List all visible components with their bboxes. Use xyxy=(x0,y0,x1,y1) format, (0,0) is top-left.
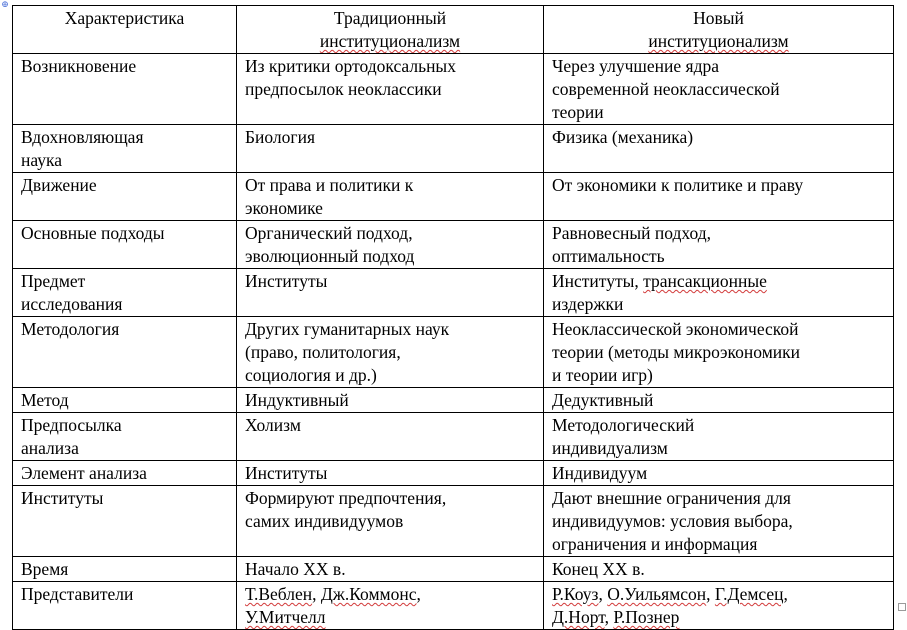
traditional-cell: Начало ХХ в. xyxy=(237,557,544,582)
header-traditional xyxy=(237,6,544,54)
table-row xyxy=(13,557,894,582)
characteristic-cell: Основные подходы xyxy=(13,221,237,269)
new-cell-flagged-word: Р.Познер xyxy=(613,607,680,627)
new-cell: Физика (механика) xyxy=(544,125,894,173)
comparison-table xyxy=(12,5,894,630)
header-characteristic xyxy=(13,6,237,54)
new-cell-text: , xyxy=(604,607,614,627)
characteristic-cell: Движение xyxy=(13,173,237,221)
characteristic-cell: Предпосылка анализа xyxy=(13,413,237,461)
table-row xyxy=(13,582,894,630)
header-new-line1: Новый xyxy=(693,8,744,28)
new-cell-text: , xyxy=(706,584,715,604)
traditional-cell: От права и политики к экономике xyxy=(237,173,544,221)
new-cell-flagged-word: Р.Коуз xyxy=(552,584,599,604)
new-cell: Неоклассической экономической теории (методы микроэкономики и теории игр) xyxy=(544,317,894,388)
traditional-cell: Органический подход, эволюционный подход xyxy=(237,221,544,269)
new-cell xyxy=(544,582,894,630)
new-cell: Индивидуум xyxy=(544,461,894,486)
characteristic-cell: Возникновение xyxy=(13,54,237,125)
characteristic-cell: Вдохновляющая наука xyxy=(13,125,237,173)
characteristic-cell: Представители xyxy=(13,582,237,630)
new-cell: Через улучшение ядра современной неоклассической теории xyxy=(544,54,894,125)
characteristic-cell: Институты xyxy=(13,486,237,557)
new-cell: От экономики к политике и праву xyxy=(544,173,894,221)
traditional-cell-flagged-word: У.Митчелл xyxy=(245,607,326,627)
new-cell-text: Институты, xyxy=(552,271,644,291)
table-row xyxy=(13,221,894,269)
table-move-handle-icon[interactable]: ⊕ xyxy=(1,0,9,9)
table-row xyxy=(13,173,894,221)
new-cell-text: , xyxy=(783,584,788,604)
new-cell-flagged-word: трансакционные xyxy=(643,271,767,291)
new-cell: Дают внешние ограничения для индивидуумов: условия выбора, ограничения и информация xyxy=(544,486,894,557)
traditional-cell xyxy=(237,582,544,630)
table-row xyxy=(13,269,894,317)
table-row xyxy=(13,486,894,557)
new-cell-text: издержки xyxy=(552,294,624,314)
traditional-cell: Биология xyxy=(237,125,544,173)
new-cell-flagged-word: Г.Демсец xyxy=(714,584,784,604)
header-traditional-line1: Традиционный xyxy=(333,8,447,28)
new-cell-text: , xyxy=(598,584,608,604)
table-resize-handle[interactable] xyxy=(898,603,906,611)
characteristic-cell: Предмет исследования xyxy=(13,269,237,317)
traditional-cell: Институты xyxy=(237,269,544,317)
new-cell-flagged-word: Д.Норт xyxy=(552,607,605,627)
characteristic-cell: Элемент анализа xyxy=(13,461,237,486)
header-traditional-line2: институционализм xyxy=(319,31,461,51)
traditional-cell-text: , xyxy=(312,584,321,604)
table-row xyxy=(13,461,894,486)
characteristic-cell: Метод xyxy=(13,388,237,413)
table-row xyxy=(13,125,894,173)
new-cell xyxy=(544,269,894,317)
header-row xyxy=(13,6,894,54)
traditional-cell-flagged-word: Т.Веблен xyxy=(245,584,313,604)
characteristic-cell: Методология xyxy=(13,317,237,388)
new-cell: Методологический индивидуализм xyxy=(544,413,894,461)
header-characteristic-text: Характеристика xyxy=(64,8,185,28)
traditional-cell: Других гуманитарных наук (право, политология, социология и др.) xyxy=(237,317,544,388)
table-row xyxy=(13,388,894,413)
new-cell: Конец ХХ в. xyxy=(544,557,894,582)
traditional-cell: Холизм xyxy=(237,413,544,461)
traditional-cell-flagged-word: Дж.Коммонс xyxy=(320,584,417,604)
header-new-line2: институционализм xyxy=(648,31,789,51)
traditional-cell: Из критики ортодоксальных предпосылок неоклассики xyxy=(237,54,544,125)
characteristic-cell: Время xyxy=(13,557,237,582)
new-cell: Равновесный подход, оптимальность xyxy=(544,221,894,269)
table-row xyxy=(13,317,894,388)
traditional-cell: Формируют предпочтения, самих индивидуумов xyxy=(237,486,544,557)
table-row xyxy=(13,54,894,125)
traditional-cell: Институты xyxy=(237,461,544,486)
new-cell: Дедуктивный xyxy=(544,388,894,413)
traditional-cell-text: , xyxy=(416,584,421,604)
header-new xyxy=(544,6,894,54)
new-cell-flagged-word: О.Уильямсон xyxy=(607,584,707,604)
table-row xyxy=(13,413,894,461)
traditional-cell: Индуктивный xyxy=(237,388,544,413)
